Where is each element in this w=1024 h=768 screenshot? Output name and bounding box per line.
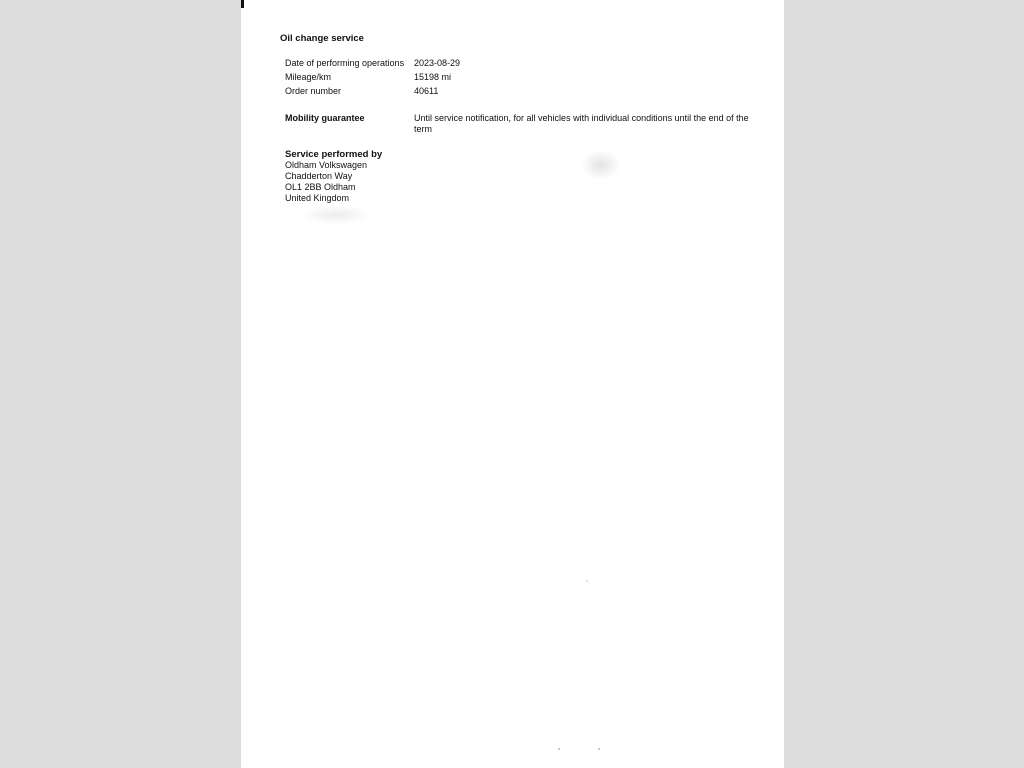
document-title: Oil change service — [280, 33, 364, 44]
performer-heading: Service performed by — [285, 149, 383, 160]
scan-speckle — [558, 748, 560, 750]
performer-address-line: United Kingdom — [285, 193, 350, 203]
detail-label: Order number — [285, 86, 342, 96]
scanned-page — [241, 0, 784, 768]
performer-address-line: Chadderton Way — [285, 171, 353, 181]
detail-label: Mileage/km — [285, 72, 332, 82]
detail-value: 2023-08-29 — [414, 58, 461, 68]
scan-speckle — [301, 205, 371, 225]
scan-speckle — [581, 150, 621, 180]
detail-label: Date of performing operations — [285, 58, 405, 68]
service-performer — [285, 149, 382, 204]
performer-address-line: OL1 2BB Oldham — [285, 182, 356, 192]
scan-speckle — [598, 748, 600, 750]
page-corner-mark — [241, 0, 244, 8]
guarantee-text: Until service notification, for all vehicles with individual conditions until the end of the term — [414, 113, 749, 134]
scan-speckle — [586, 580, 588, 582]
detail-value: 40611 — [414, 86, 439, 96]
guarantee-label: Mobility guarantee — [285, 113, 365, 123]
detail-value: 15198 mi — [414, 72, 452, 82]
performer-address-line: Oldham Volkswagen — [285, 160, 368, 170]
